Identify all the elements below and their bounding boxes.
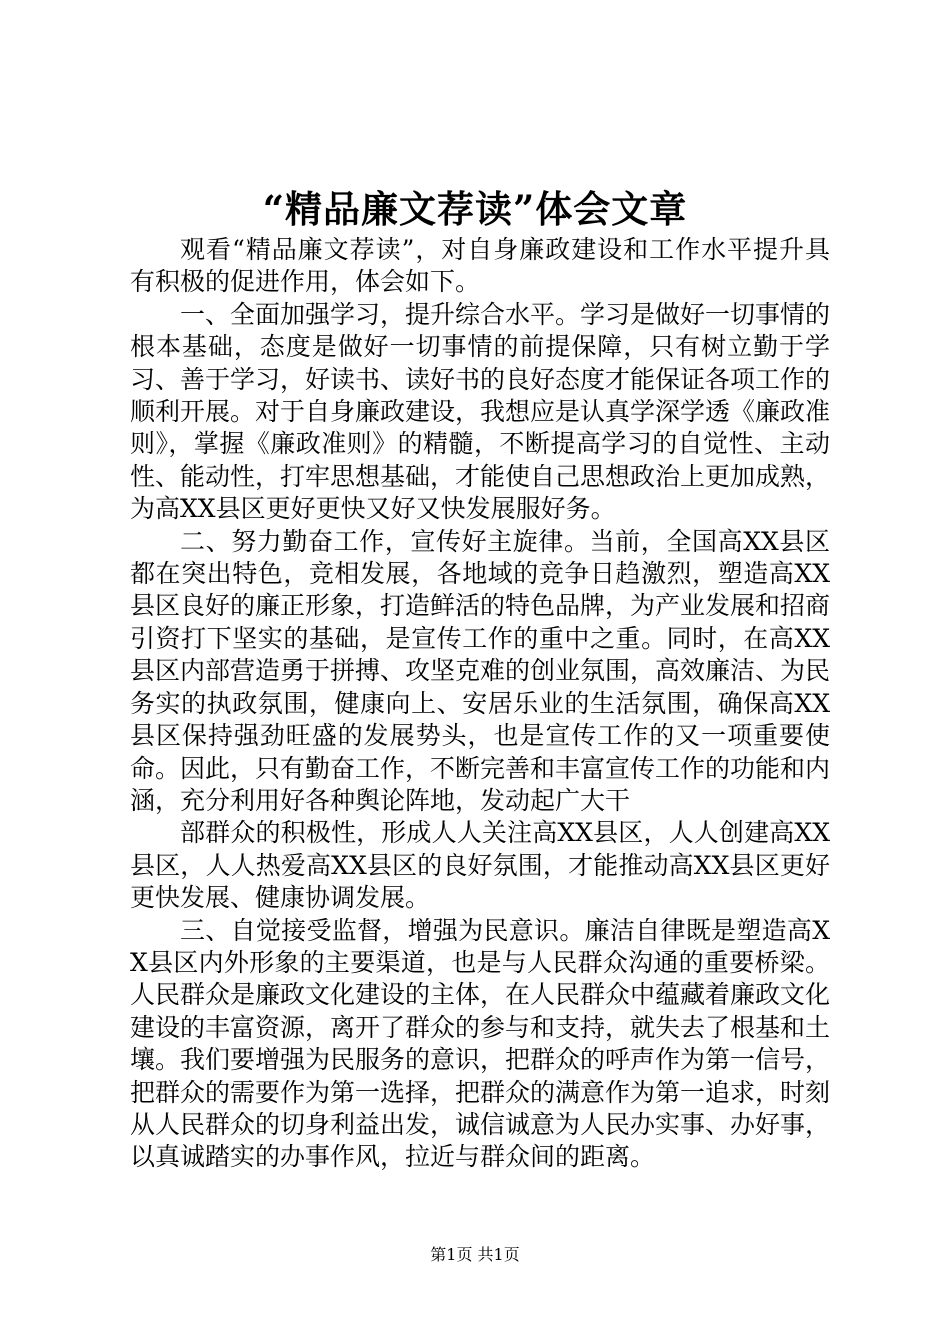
paragraph-intro: 观看“精品廉文荐读”，对自身廉政建设和工作水平提升具有积极的促进作用，体会如下。 bbox=[130, 235, 830, 297]
page-number-footer: 第1页 共1页 bbox=[430, 1245, 520, 1264]
document-title: “精品廉文荐读”体会文章 bbox=[262, 187, 688, 231]
paragraph-section-1: 一、全面加强学习，提升综合水平。学习是做好一切事情的根本基础，态度是做好一切事情的前提保障，只有树立勤于学习、善于学习，好读书、读好书的良好态度才能保证各项工作的顺利开展。对于自身廉政建设，我想应是认真学深学透《廉政准则》，掌握《廉政准则》的精髓，不断提高学习的自觉性、主动性、能动性，打牢思想基础，才能使自己思想政治上更加成熟，为高XX县区更好更快又好又快发展服好务。 bbox=[130, 299, 831, 524]
paragraph-section-2: 二、努力勤奋工作，宣传好主旋律。当前，全国高XX县区都在突出特色，竞相发展，各地域的竞争日趋激烈，塑造高XX县区良好的廉正形象，打造鲜活的特色品牌，为产业发展和招商引资打下坚实的基础，是宣传工作的重中之重。同时，在高XX县区内部营造勇于拼搏、攻坚克难的创业氛围，高效廉洁、为民务实的执政氛围，健康向上、安居乐业的生活氛围，确保高XX县区保持强劲旺盛的发展势头，也是宣传工作的又一项重要使命。因此，只有勤奋工作，不断完善和丰富宣传工作的功能和内涵，充分利用好各种舆论阵地，发动起广大干 bbox=[130, 526, 831, 815]
document-body bbox=[130, 234, 830, 1174]
paragraph-section-2-continued: 部群众的积极性，形成人人关注高XX县区，人人创建高XX县区，人人热爱高XX县区的良好氛围，才能推动高XX县区更好更快发展、健康协调发展。 bbox=[130, 818, 830, 913]
paragraph-section-3: 三、自觉接受监督，增强为民意识。廉洁自律既是塑造高XX县区内外形象的主要渠道，也是与人民群众沟通的重要桥梁。人民群众是廉政文化建设的主体，在人民群众中蕴藏着廉政文化建设的丰富资源，离开了群众的参与和支持，就失去了根基和土壤。我们要增强为民服务的意识，把群众的呼声作为第一信号，把群众的需要作为第一选择，把群众的满意作为第一追求，时刻从人民群众的切身利益出发，诚信诚意为人民办实事、办好事，以真诚踏实的办事作风，拉近与群众间的距离。 bbox=[130, 915, 831, 1172]
